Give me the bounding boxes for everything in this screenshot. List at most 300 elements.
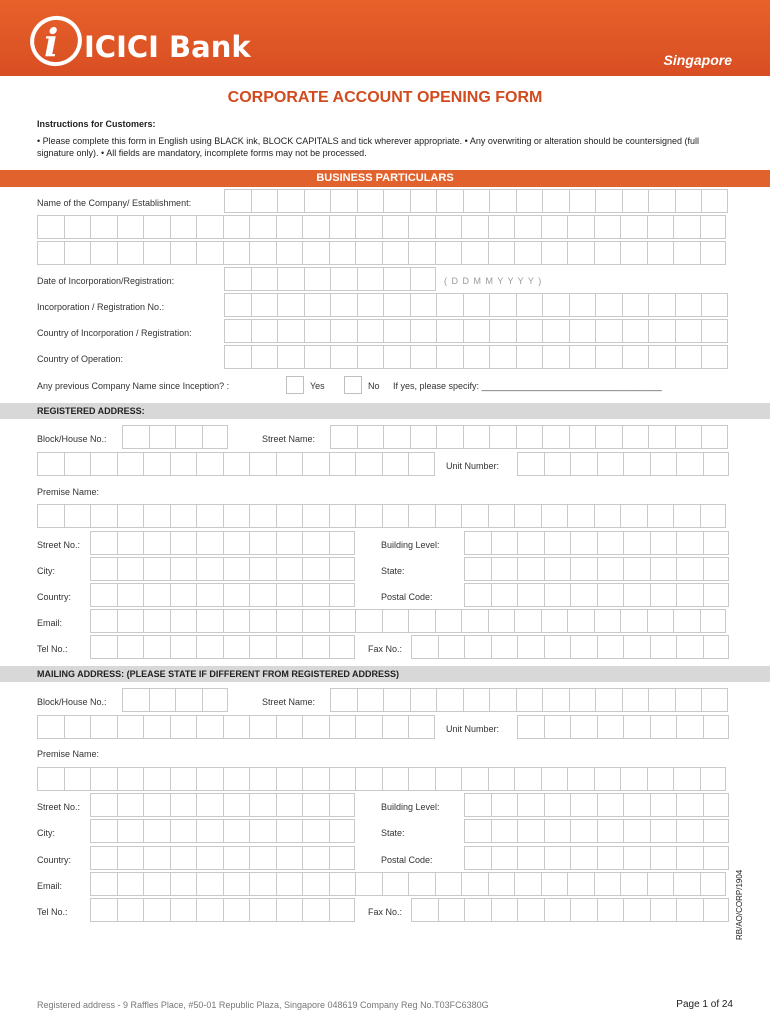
char-box[interactable] (542, 293, 569, 317)
char-box[interactable] (675, 425, 702, 449)
char-box[interactable] (516, 425, 543, 449)
char-box[interactable] (223, 452, 250, 476)
char-box[interactable] (302, 846, 329, 870)
char-box[interactable] (648, 425, 675, 449)
char-box[interactable] (90, 452, 117, 476)
char-box[interactable] (514, 609, 541, 633)
char-box[interactable] (542, 189, 569, 213)
char-box[interactable] (90, 872, 117, 896)
char-box[interactable] (567, 215, 594, 239)
char-box[interactable] (382, 452, 409, 476)
char-box[interactable] (542, 319, 569, 343)
char-box[interactable] (700, 767, 727, 791)
char-box[interactable] (276, 846, 303, 870)
char-box[interactable] (703, 583, 730, 607)
char-box[interactable] (436, 189, 463, 213)
char-box[interactable] (622, 189, 649, 213)
char-box[interactable] (464, 793, 491, 817)
char-box[interactable] (673, 215, 700, 239)
char-box[interactable] (251, 345, 278, 369)
char-box[interactable] (357, 267, 384, 291)
char-box[interactable] (223, 819, 250, 843)
char-box[interactable] (329, 793, 356, 817)
char-box[interactable] (517, 715, 544, 739)
char-box[interactable] (517, 557, 544, 581)
char-box[interactable] (383, 293, 410, 317)
char-box[interactable] (223, 846, 250, 870)
char-box[interactable] (567, 767, 594, 791)
char-box[interactable] (650, 583, 677, 607)
char-box[interactable] (302, 715, 329, 739)
char-box[interactable] (570, 531, 597, 555)
char-box[interactable] (276, 819, 303, 843)
char-box[interactable] (408, 504, 435, 528)
char-box[interactable] (170, 819, 197, 843)
char-box[interactable] (170, 846, 197, 870)
char-box[interactable] (37, 215, 64, 239)
char-box[interactable] (196, 793, 223, 817)
char-box[interactable] (620, 504, 647, 528)
char-box[interactable] (408, 215, 435, 239)
char-box[interactable] (623, 898, 650, 922)
char-box[interactable] (383, 267, 410, 291)
char-box[interactable] (224, 345, 251, 369)
char-box[interactable] (594, 872, 621, 896)
char-box[interactable] (382, 215, 409, 239)
char-box[interactable] (223, 767, 250, 791)
char-box[interactable] (410, 189, 437, 213)
char-box[interactable] (701, 688, 728, 712)
char-box[interactable] (544, 898, 571, 922)
char-box[interactable] (249, 872, 276, 896)
char-box[interactable] (620, 241, 647, 265)
char-box[interactable] (90, 215, 117, 239)
char-box[interactable] (122, 425, 149, 449)
char-box[interactable] (329, 872, 356, 896)
char-box[interactable] (623, 635, 650, 659)
char-box[interactable] (302, 872, 329, 896)
char-box[interactable] (597, 452, 624, 476)
char-box[interactable] (541, 609, 568, 633)
char-box[interactable] (223, 557, 250, 581)
char-box[interactable] (355, 452, 382, 476)
char-box[interactable] (544, 715, 571, 739)
char-box[interactable] (436, 688, 463, 712)
char-box[interactable] (223, 898, 250, 922)
char-box[interactable] (517, 793, 544, 817)
char-box[interactable] (223, 215, 250, 239)
char-box[interactable] (382, 767, 409, 791)
char-box[interactable] (143, 635, 170, 659)
char-box[interactable] (516, 189, 543, 213)
char-box[interactable] (436, 293, 463, 317)
previous-name-yes-checkbox[interactable] (286, 376, 304, 394)
char-box[interactable] (304, 189, 331, 213)
char-box[interactable] (355, 241, 382, 265)
char-box[interactable] (410, 345, 437, 369)
char-box[interactable] (357, 688, 384, 712)
char-box[interactable] (302, 609, 329, 633)
char-box[interactable] (675, 688, 702, 712)
char-box[interactable] (329, 557, 356, 581)
char-box[interactable] (408, 609, 435, 633)
char-box[interactable] (488, 609, 515, 633)
char-box[interactable] (623, 583, 650, 607)
char-box[interactable] (489, 688, 516, 712)
char-box[interactable] (276, 531, 303, 555)
char-box[interactable] (170, 531, 197, 555)
char-box[interactable] (597, 793, 624, 817)
char-box[interactable] (597, 715, 624, 739)
char-box[interactable] (461, 504, 488, 528)
char-box[interactable] (170, 241, 197, 265)
char-box[interactable] (302, 531, 329, 555)
char-box[interactable] (411, 898, 438, 922)
char-box[interactable] (650, 557, 677, 581)
char-box[interactable] (703, 531, 730, 555)
char-box[interactable] (329, 715, 356, 739)
char-box[interactable] (438, 898, 465, 922)
char-box[interactable] (701, 319, 728, 343)
char-box[interactable] (302, 819, 329, 843)
char-box[interactable] (175, 425, 202, 449)
char-box[interactable] (461, 767, 488, 791)
char-box[interactable] (623, 557, 650, 581)
char-box[interactable] (570, 557, 597, 581)
char-box[interactable] (329, 504, 356, 528)
char-box[interactable] (170, 609, 197, 633)
char-box[interactable] (382, 872, 409, 896)
char-box[interactable] (491, 583, 518, 607)
char-box[interactable] (570, 819, 597, 843)
char-box[interactable] (143, 846, 170, 870)
char-box[interactable] (329, 846, 356, 870)
char-box[interactable] (491, 793, 518, 817)
char-box[interactable] (149, 425, 176, 449)
char-box[interactable] (491, 635, 518, 659)
char-box[interactable] (117, 767, 144, 791)
char-box[interactable] (570, 846, 597, 870)
char-box[interactable] (703, 715, 730, 739)
char-box[interactable] (410, 267, 437, 291)
char-box[interactable] (302, 452, 329, 476)
char-box[interactable] (647, 872, 674, 896)
char-box[interactable] (620, 767, 647, 791)
char-box[interactable] (541, 872, 568, 896)
reg-premise-field[interactable] (37, 504, 726, 528)
char-box[interactable] (277, 319, 304, 343)
char-box[interactable] (223, 635, 250, 659)
reg-street-name-field[interactable] (330, 425, 728, 449)
char-box[interactable] (701, 345, 728, 369)
char-box[interactable] (464, 846, 491, 870)
char-box[interactable] (276, 557, 303, 581)
char-box[interactable] (149, 688, 176, 712)
mail-email-field[interactable] (90, 872, 726, 896)
char-box[interactable] (143, 715, 170, 739)
char-box[interactable] (544, 583, 571, 607)
char-box[interactable] (117, 452, 144, 476)
char-box[interactable] (329, 583, 356, 607)
char-box[interactable] (383, 688, 410, 712)
char-box[interactable] (117, 635, 144, 659)
char-box[interactable] (517, 531, 544, 555)
previous-name-no-checkbox[interactable] (344, 376, 362, 394)
char-box[interactable] (463, 345, 490, 369)
char-box[interactable] (302, 635, 329, 659)
char-box[interactable] (488, 241, 515, 265)
char-box[interactable] (489, 319, 516, 343)
char-box[interactable] (570, 898, 597, 922)
char-box[interactable] (143, 452, 170, 476)
char-box[interactable] (461, 241, 488, 265)
char-box[interactable] (569, 425, 596, 449)
char-box[interactable] (570, 793, 597, 817)
char-box[interactable] (676, 452, 703, 476)
char-box[interactable] (223, 504, 250, 528)
char-box[interactable] (37, 452, 64, 476)
char-box[interactable] (648, 319, 675, 343)
char-box[interactable] (117, 898, 144, 922)
char-box[interactable] (567, 241, 594, 265)
char-box[interactable] (117, 531, 144, 555)
char-box[interactable] (117, 557, 144, 581)
char-box[interactable] (357, 425, 384, 449)
char-box[interactable] (597, 557, 624, 581)
char-box[interactable] (196, 872, 223, 896)
char-box[interactable] (277, 189, 304, 213)
char-box[interactable] (594, 504, 621, 528)
char-box[interactable] (223, 531, 250, 555)
char-box[interactable] (411, 635, 438, 659)
char-box[interactable] (249, 452, 276, 476)
char-box[interactable] (489, 293, 516, 317)
char-box[interactable] (650, 531, 677, 555)
char-box[interactable] (90, 819, 117, 843)
char-box[interactable] (117, 715, 144, 739)
char-box[interactable] (249, 557, 276, 581)
char-box[interactable] (249, 898, 276, 922)
char-box[interactable] (251, 189, 278, 213)
char-box[interactable] (355, 715, 382, 739)
char-box[interactable] (463, 688, 490, 712)
mail-fax-field[interactable] (411, 898, 729, 922)
char-box[interactable] (544, 452, 571, 476)
char-box[interactable] (673, 872, 700, 896)
char-box[interactable] (249, 819, 276, 843)
char-box[interactable] (143, 819, 170, 843)
mail-country-field[interactable] (90, 846, 355, 870)
mail-street-name-field[interactable] (330, 688, 728, 712)
reg-tel-field[interactable] (90, 635, 355, 659)
char-box[interactable] (330, 345, 357, 369)
char-box[interactable] (143, 531, 170, 555)
char-box[interactable] (648, 189, 675, 213)
char-box[interactable] (357, 319, 384, 343)
char-box[interactable] (488, 767, 515, 791)
char-box[interactable] (541, 215, 568, 239)
char-box[interactable] (90, 898, 117, 922)
char-box[interactable] (143, 557, 170, 581)
char-box[interactable] (650, 846, 677, 870)
mail-unit-field[interactable] (517, 715, 729, 739)
char-box[interactable] (595, 425, 622, 449)
char-box[interactable] (570, 715, 597, 739)
char-box[interactable] (304, 267, 331, 291)
char-box[interactable] (329, 635, 356, 659)
char-box[interactable] (251, 293, 278, 317)
mail-tel-field[interactable] (90, 898, 355, 922)
char-box[interactable] (514, 215, 541, 239)
char-box[interactable] (355, 767, 382, 791)
char-box[interactable] (302, 767, 329, 791)
mail-street-no-field[interactable] (90, 793, 355, 817)
char-box[interactable] (676, 898, 703, 922)
char-box[interactable] (202, 425, 229, 449)
char-box[interactable] (623, 715, 650, 739)
char-box[interactable] (64, 715, 91, 739)
mail-street-name-field-row2[interactable] (37, 715, 435, 739)
char-box[interactable] (64, 241, 91, 265)
char-box[interactable] (570, 452, 597, 476)
char-box[interactable] (408, 715, 435, 739)
char-box[interactable] (330, 267, 357, 291)
char-box[interactable] (597, 531, 624, 555)
char-box[interactable] (597, 898, 624, 922)
char-box[interactable] (251, 319, 278, 343)
char-box[interactable] (329, 241, 356, 265)
char-box[interactable] (277, 267, 304, 291)
char-box[interactable] (249, 793, 276, 817)
char-box[interactable] (700, 241, 727, 265)
char-box[interactable] (196, 215, 223, 239)
char-box[interactable] (623, 819, 650, 843)
char-box[interactable] (650, 819, 677, 843)
char-box[interactable] (491, 819, 518, 843)
char-box[interactable] (597, 846, 624, 870)
reg-building-level-field[interactable] (464, 531, 729, 555)
char-box[interactable] (594, 767, 621, 791)
char-box[interactable] (276, 635, 303, 659)
char-box[interactable] (304, 319, 331, 343)
char-box[interactable] (436, 319, 463, 343)
char-box[interactable] (196, 819, 223, 843)
char-box[interactable] (700, 504, 727, 528)
char-box[interactable] (673, 767, 700, 791)
char-box[interactable] (175, 688, 202, 712)
char-box[interactable] (516, 345, 543, 369)
char-box[interactable] (517, 452, 544, 476)
char-box[interactable] (117, 504, 144, 528)
char-box[interactable] (541, 504, 568, 528)
char-box[interactable] (249, 504, 276, 528)
char-box[interactable] (491, 531, 518, 555)
char-box[interactable] (196, 715, 223, 739)
char-box[interactable] (276, 767, 303, 791)
char-box[interactable] (170, 793, 197, 817)
char-box[interactable] (277, 345, 304, 369)
char-box[interactable] (410, 425, 437, 449)
char-box[interactable] (491, 898, 518, 922)
reg-state-field[interactable] (464, 557, 729, 581)
char-box[interactable] (701, 293, 728, 317)
char-box[interactable] (37, 504, 64, 528)
char-box[interactable] (117, 819, 144, 843)
char-box[interactable] (435, 241, 462, 265)
char-box[interactable] (676, 635, 703, 659)
char-box[interactable] (461, 215, 488, 239)
char-box[interactable] (330, 189, 357, 213)
char-box[interactable] (170, 452, 197, 476)
char-box[interactable] (143, 793, 170, 817)
char-box[interactable] (302, 583, 329, 607)
char-box[interactable] (249, 609, 276, 633)
char-box[interactable] (249, 767, 276, 791)
char-box[interactable] (544, 846, 571, 870)
char-box[interactable] (703, 793, 730, 817)
char-box[interactable] (488, 215, 515, 239)
char-box[interactable] (700, 872, 727, 896)
char-box[interactable] (249, 846, 276, 870)
char-box[interactable] (703, 819, 730, 843)
reg-street-name-field-row2[interactable] (37, 452, 435, 476)
char-box[interactable] (223, 609, 250, 633)
char-box[interactable] (90, 793, 117, 817)
char-box[interactable] (276, 452, 303, 476)
char-box[interactable] (383, 345, 410, 369)
char-box[interactable] (276, 609, 303, 633)
char-box[interactable] (90, 583, 117, 607)
mail-city-field[interactable] (90, 819, 355, 843)
char-box[interactable] (355, 504, 382, 528)
char-box[interactable] (330, 425, 357, 449)
char-box[interactable] (64, 452, 91, 476)
char-box[interactable] (676, 715, 703, 739)
char-box[interactable] (408, 767, 435, 791)
char-box[interactable] (117, 609, 144, 633)
char-box[interactable] (330, 319, 357, 343)
char-box[interactable] (196, 241, 223, 265)
country-incorporation-field[interactable] (224, 319, 728, 343)
char-box[interactable] (701, 425, 728, 449)
char-box[interactable] (701, 189, 728, 213)
char-box[interactable] (595, 319, 622, 343)
mail-state-field[interactable] (464, 819, 729, 843)
char-box[interactable] (196, 767, 223, 791)
char-box[interactable] (544, 819, 571, 843)
char-box[interactable] (594, 609, 621, 633)
char-box[interactable] (355, 215, 382, 239)
char-box[interactable] (90, 846, 117, 870)
char-box[interactable] (170, 215, 197, 239)
char-box[interactable] (514, 872, 541, 896)
char-box[interactable] (594, 215, 621, 239)
char-box[interactable] (673, 241, 700, 265)
char-box[interactable] (304, 293, 331, 317)
char-box[interactable] (170, 557, 197, 581)
char-box[interactable] (648, 688, 675, 712)
char-box[interactable] (463, 189, 490, 213)
char-box[interactable] (544, 635, 571, 659)
char-box[interactable] (463, 319, 490, 343)
char-box[interactable] (622, 425, 649, 449)
char-box[interactable] (357, 345, 384, 369)
char-box[interactable] (516, 688, 543, 712)
incorporation-date-field[interactable] (224, 267, 436, 291)
char-box[interactable] (37, 241, 64, 265)
char-box[interactable] (491, 557, 518, 581)
char-box[interactable] (675, 293, 702, 317)
